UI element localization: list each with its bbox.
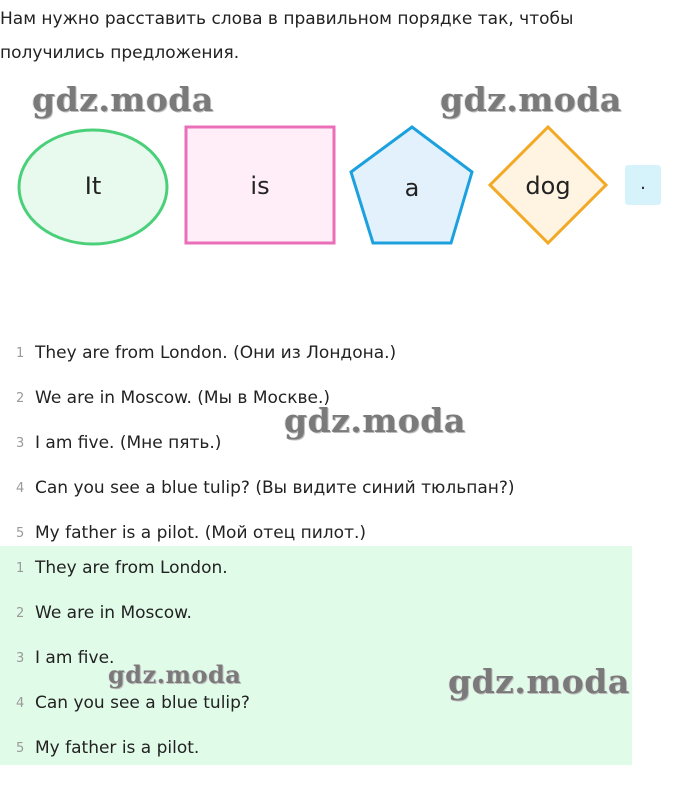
- item-text: My father is a pilot. (Мой отец пилот.): [35, 523, 367, 543]
- list-item: [0, 466, 640, 511]
- list-item: [0, 591, 632, 636]
- word-shapes-row: [0, 110, 680, 260]
- shape-word-it: It: [84, 172, 102, 200]
- shape-word-dog: dog: [525, 172, 571, 200]
- item-text: We are in Moscow. (Мы в Москве.): [35, 388, 331, 408]
- watermark: gdz.moda: [108, 660, 242, 689]
- shape-word-is: is: [250, 172, 270, 200]
- item-number: 3: [16, 651, 25, 666]
- item-text: My father is a pilot.: [35, 738, 200, 758]
- item-number: 1: [16, 561, 25, 576]
- item-number: 2: [16, 606, 25, 621]
- shape-word-a: a: [404, 174, 420, 202]
- watermark: gdz.moda: [32, 80, 214, 119]
- item-text: I am five. (Мне пять.): [35, 433, 222, 453]
- item-number: 2: [16, 391, 25, 406]
- item-number: 5: [16, 526, 25, 541]
- item-text: Can you see a blue tulip?: [35, 693, 250, 713]
- item-text: I am five.: [35, 648, 115, 668]
- item-text: They are from London.: [35, 558, 228, 578]
- watermark: gdz.moda: [284, 401, 466, 440]
- watermark: gdz.moda: [448, 662, 630, 701]
- item-text: We are in Moscow.: [35, 603, 192, 623]
- list-item: [0, 331, 640, 376]
- answers-list: [0, 546, 632, 765]
- item-number: 4: [16, 696, 25, 711]
- item-number: 4: [16, 481, 25, 496]
- task-instruction: Нам нужно расставить слова в правильном порядке так, чтобы получились предложения.: [0, 9, 574, 63]
- item-number: 3: [16, 436, 25, 451]
- watermark: gdz.moda: [440, 80, 622, 119]
- shape-word-period: .: [640, 173, 646, 194]
- translations-list: [0, 331, 640, 556]
- item-text: They are from London. (Они из Лондона.): [35, 343, 397, 363]
- list-item: [0, 726, 632, 771]
- item-text: Can you see a blue tulip? (Вы видите синий тюльпан?): [35, 478, 515, 498]
- item-number: 5: [16, 741, 25, 756]
- item-number: 1: [16, 346, 25, 361]
- list-item: [0, 546, 632, 591]
